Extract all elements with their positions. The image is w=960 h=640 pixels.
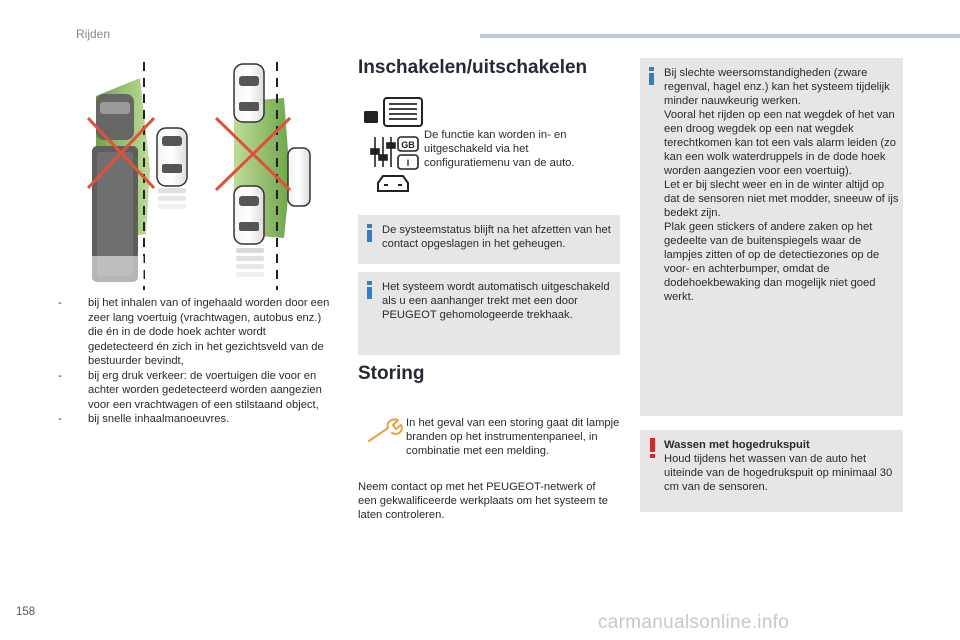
config-text: De functie kan worden in- en uitgeschakeld via het configuratiemenu van de auto. (424, 129, 575, 169)
i-label: I (406, 158, 410, 168)
contact-text: Neem contact op met het PEUGEOT-netwerk of een gekwalificeerde werkplaats om het systeem te laten controleren. (358, 481, 608, 521)
info-box-weather (640, 58, 903, 416)
wrench-icon (366, 418, 406, 444)
section-label: Rijden (76, 27, 111, 41)
car-right-bottom (234, 186, 264, 244)
car-left-1 (157, 128, 187, 186)
blind-spot-illustration (84, 58, 312, 290)
config-menu-icons (362, 97, 424, 197)
heading-storing: Storing (358, 363, 425, 384)
list-item: - bij erg druk verkeer: de voertuigen die voor en achter worden gedetecteerd worden aangezien voor een vrachtwagen of een stilstaand object, (58, 369, 322, 411)
gb-label: GB (401, 140, 415, 150)
heading-activate: Inschakelen/uitschakelen (358, 57, 588, 78)
header-bar (480, 34, 960, 38)
list-item: - bij het inhalen van of ingehaald worden door een zeer lang voertuig (vrachtwagen, autobus enz.) die én in de dode hoek achter wordt gedetecteerd én zich in het gezichtsveld van de bestuurder bevindt, (58, 297, 330, 367)
car-right-top (234, 64, 264, 122)
car-icon (378, 176, 408, 191)
info-icon (367, 281, 372, 299)
info-text: De systeemstatus blijft na het afzetten van het contact opgeslagen in het geheugen. (382, 224, 611, 250)
limitations-list (58, 296, 334, 427)
info-box-memory (358, 215, 620, 264)
info-icon (367, 224, 372, 242)
list-item: - bij snelle inhaalmanoeuvres. (58, 413, 230, 425)
info-box-trailer (358, 272, 620, 355)
screen-icon (364, 98, 422, 126)
info-icon (649, 67, 654, 85)
info-text: Het systeem wordt automatisch uitgeschakeld als u een aanhanger trekt met een door PEUGEOT gehomologeerde trekhaak. (382, 281, 610, 321)
car-far-right (288, 148, 310, 206)
warning-icon (650, 438, 655, 458)
watermark: carmanualsonline.info (598, 612, 790, 633)
weather-text: Bij slechte weersomstandigheden (zware regenval, hagel enz.) kan het systeem tijdelijk minder nauwkeurig werken. Vooral het rijden op een nat wegdek of het van een droog wegdek op een nat wegdek terechtkomen kan tot een vals alarm leiden (zo kan een wolk waterdruppels in de dode hoek worden aangezien voor een voertuig). Let er bij slecht weer en in de winter altijd op dat de sensoren niet met modder, sneeuw of ijs bedekt zijn. Plak geen stickers of andere zaken op het gedeelte van de buitenspiegels waar de lampjes zitten of op de detectiezones op de voor- en achterbumper, omdat de dodehoekbewaking dan mogelijk niet goed werkt. (664, 67, 899, 303)
storing-text: In het geval van een storing gaat dit lampje branden op het instrumentenpaneel, in combinatie met een melding. (406, 417, 620, 457)
wash-title: Wassen met hogedrukspuit (664, 439, 810, 451)
wash-text: Houd tijdens het wassen van de auto het uiteinde van de hogedrukspuit op minimaal 30 cm van de sensoren. (664, 453, 893, 493)
warning-box-wash (640, 430, 903, 512)
page-number: 158 (16, 606, 36, 618)
